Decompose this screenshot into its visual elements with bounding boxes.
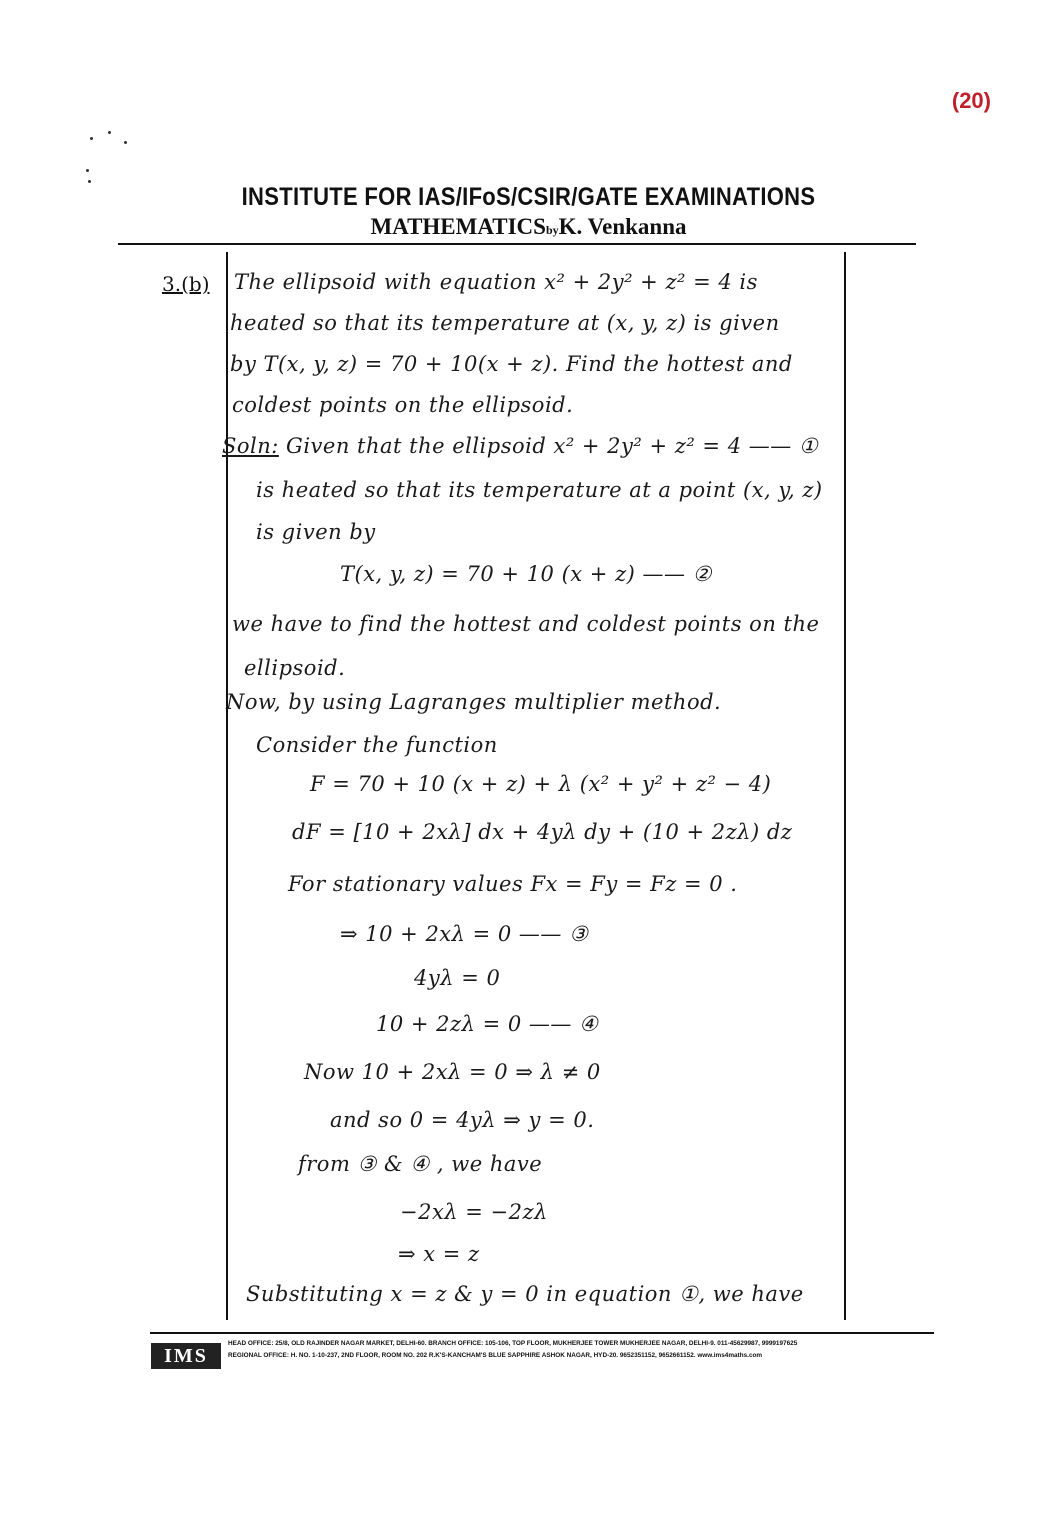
- line-1: The ellipsoid with equation x² + 2y² + z² = 4 is: [234, 270, 758, 294]
- line-9: we have to find the hottest and coldest points on the: [232, 612, 820, 636]
- line-19: Now 10 + 2xλ = 0 ⇒ λ ≠ 0: [304, 1060, 601, 1084]
- question-number: 3.(b): [162, 272, 210, 296]
- line-18: 10 + 2zλ = 0 —— ④: [376, 1012, 599, 1036]
- line-10: ellipsoid.: [244, 656, 346, 680]
- by-label: by: [545, 223, 559, 237]
- line-7: is given by: [256, 520, 376, 544]
- line-8: T(x, y, z) = 70 + 10 (x + z) —— ②: [340, 562, 713, 586]
- line-2: heated so that its temperature at (x, y, z) is given: [230, 311, 780, 335]
- line-5-text: Given that the ellipsoid x² + 2y² + z² = 4 —— ①: [286, 434, 819, 458]
- line-13: F = 70 + 10 (x + z) + λ (x² + y² + z² − 4): [310, 772, 772, 796]
- line-16: ⇒ 10 + 2xλ = 0 —— ③: [340, 922, 589, 946]
- footer-head-office: HEAD OFFICE: 25/8, OLD RAJINDER NAGAR MARKET, DELHI-60. BRANCH OFFICE: 105-106, TOP FLOOR, MUKHERJEE TOWER MUKHERJEE NAGAR, DELHI-9. 011-45629987, 9999197625: [228, 1340, 798, 1347]
- ims-logo: IMS: [151, 1343, 221, 1369]
- footer-rule: [150, 1332, 934, 1334]
- solution-label: Soln:: [222, 434, 279, 458]
- line-6: is heated so that its temperature at a point (x, y, z): [256, 478, 823, 502]
- line-24: Substituting x = z & y = 0 in equation ①, we have: [246, 1282, 804, 1306]
- subject-title: MATHEMATICS: [370, 214, 546, 239]
- line-17: 4yλ = 0: [414, 966, 501, 990]
- subject-line: [0, 214, 1057, 240]
- page-header: [0, 184, 1057, 240]
- line-14: dF = [10 + 2xλ] dx + 4yλ dy + (10 + 2zλ) dz: [292, 820, 793, 844]
- line-4: coldest points on the ellipsoid.: [232, 393, 574, 417]
- line-20: and so 0 = 4yλ ⇒ y = 0.: [330, 1108, 595, 1132]
- page-number: (20): [951, 88, 991, 113]
- footer-regional-office: REGIONAL OFFICE: H. NO. 1-10-237, 2ND FLOOR, ROOM NO. 202 R.K'S-KANCHAM'S BLUE SAPPHIRE ASHOK NAGAR, HYD-20. 9652351152, 9652661152. www.ims4maths.com: [228, 1352, 763, 1359]
- line-11: Now, by using Lagranges multiplier method.: [226, 690, 722, 714]
- line-12: Consider the function: [256, 733, 498, 757]
- institute-title: INSTITUTE FOR IAS/IFoS/CSIR/GATE EXAMINATIONS: [241, 182, 816, 211]
- line-22: −2xλ = −2zλ: [400, 1200, 548, 1224]
- line-21: from ③ & ④ , we have: [298, 1152, 543, 1176]
- line-15: For stationary values Fx = Fy = Fz = 0 .: [288, 872, 738, 896]
- line-23: ⇒ x = z: [398, 1242, 480, 1266]
- author-name: K. Venkanna: [558, 214, 687, 239]
- line-3: by T(x, y, z) = 70 + 10(x + z). Find the hottest and: [230, 352, 793, 376]
- header-rule: [118, 243, 916, 245]
- line-5: [222, 434, 818, 458]
